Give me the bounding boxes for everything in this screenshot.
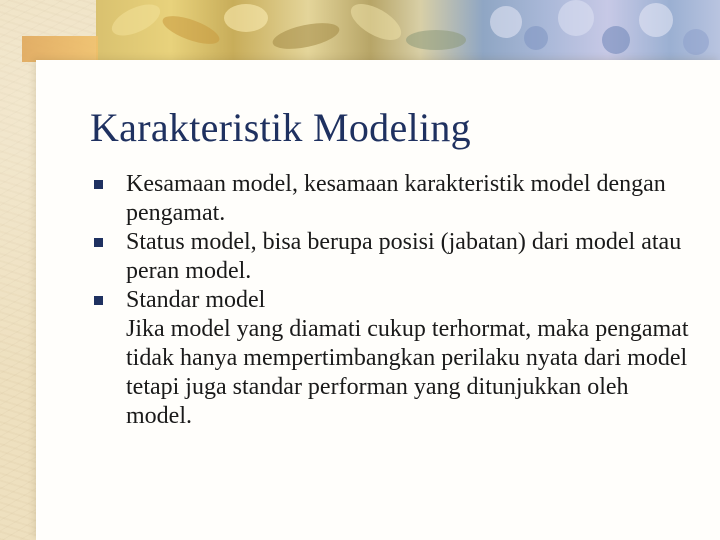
bullet-list — [94, 170, 694, 431]
floral-decoration-icon — [96, 0, 720, 62]
square-bullet-icon — [94, 296, 103, 305]
bullet-item — [94, 228, 694, 286]
bullet-item — [94, 286, 694, 431]
bullet-text: Kesamaan model, kesamaan karakteristik model dengan pengamat. — [126, 171, 666, 226]
floral-banner-image — [96, 0, 720, 62]
square-bullet-icon — [94, 238, 103, 247]
square-bullet-icon — [94, 180, 103, 189]
bullet-text: Status model, bisa berupa posisi (jabatan) dari model atau peran model. — [126, 229, 682, 284]
slide-title: Karakteristik Modeling — [90, 105, 471, 150]
bullet-item — [94, 170, 694, 228]
bullet-continuation-text: Jika model yang diamati cukup terhormat, maka pengamat tidak hanya mempertimbangkan perilaku nyata dari model tetapi juga standar performan yang ditunjukkan oleh model. — [126, 316, 689, 429]
bullet-text: Standar model — [126, 287, 266, 313]
banner-accent-strip — [22, 36, 98, 62]
